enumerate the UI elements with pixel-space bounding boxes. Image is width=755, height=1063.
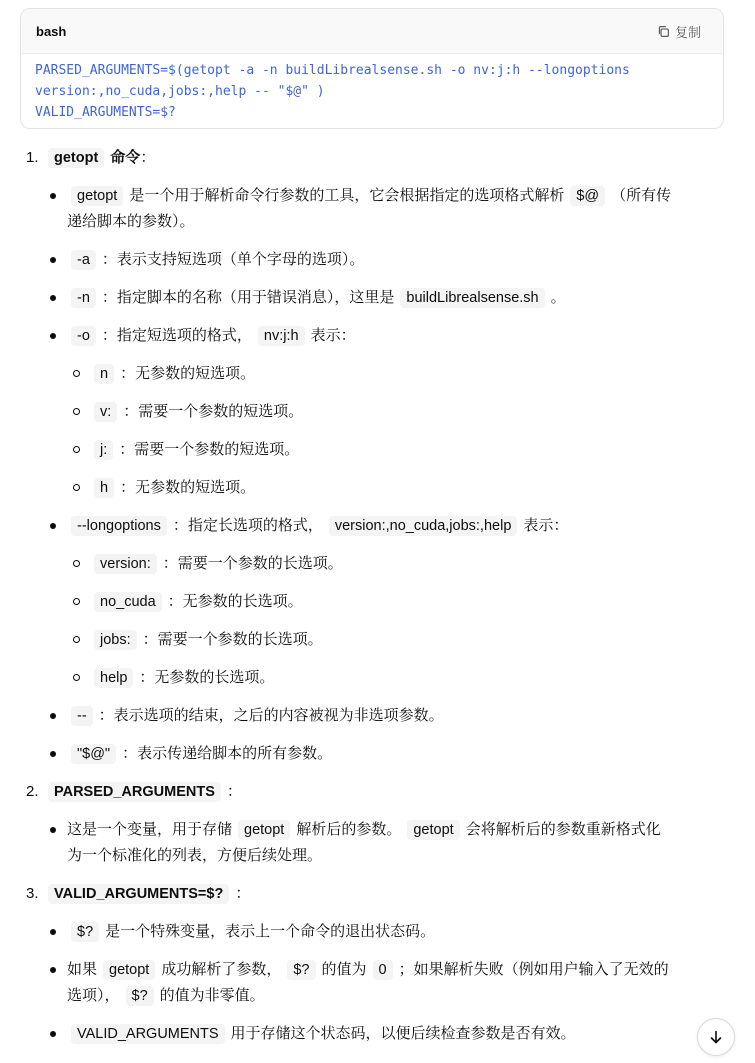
circle-bullet-icon (73, 598, 80, 605)
inline-code: help (94, 668, 133, 688)
bullet-icon (50, 523, 56, 529)
inline-code: -- (71, 706, 93, 726)
inline-code: buildLibrealsense.sh (400, 288, 544, 308)
bullet-icon (50, 713, 56, 719)
circle-bullet-icon (73, 370, 80, 377)
inline-code: -n (71, 288, 96, 308)
inline-code: $? (71, 922, 99, 942)
inline-code: getopt (48, 148, 104, 168)
inline-code: $? (287, 960, 315, 980)
inline-code: getopt (407, 820, 459, 840)
inline-code: "$@" (71, 744, 116, 764)
list-number: 1. (26, 149, 39, 166)
inline-code: getopt (103, 960, 155, 980)
bullet-icon (50, 967, 56, 973)
bullet-icon (50, 295, 56, 301)
bullet-icon (50, 827, 56, 833)
list-number: 3. (26, 885, 39, 902)
circle-bullet-icon (73, 446, 80, 453)
inline-code: $? (126, 986, 154, 1006)
code-language-label: bash (36, 23, 67, 39)
inline-code: version:,no_cuda,jobs:,help (329, 516, 518, 536)
inline-code: nv:j:h (258, 326, 305, 346)
bullet-icon (50, 333, 56, 339)
list-number: 2. (26, 783, 39, 800)
copy-button[interactable] (657, 22, 701, 41)
copy-icon (657, 25, 670, 38)
circle-bullet-icon (73, 636, 80, 643)
bullet-icon (50, 1031, 56, 1037)
circle-bullet-icon (73, 484, 80, 491)
bullet-icon (50, 193, 56, 199)
code-line: version:,no_cuda,jobs:,help -- "$@" ) (35, 84, 325, 99)
circle-bullet-icon (73, 560, 80, 567)
inline-code: j: (94, 440, 113, 460)
code-line: PARSED_ARGUMENTS=$(getopt -a -n buildLibrealsense.sh -o nv:j:h --longoptions (35, 63, 630, 78)
code-block (20, 8, 724, 129)
inline-code: VALID_ARGUMENTS (71, 1024, 225, 1044)
arrow-down-icon (708, 1029, 724, 1045)
bullet-icon (50, 929, 56, 935)
inline-code: v: (94, 402, 117, 422)
copy-label: 复制 (674, 24, 701, 40)
inline-code: getopt (71, 186, 123, 206)
inline-code: -a (71, 250, 96, 270)
inline-code: h (94, 478, 114, 498)
inline-code: n (94, 364, 114, 384)
circle-bullet-icon (73, 674, 80, 681)
inline-code: VALID_ARGUMENTS=$? (48, 884, 229, 904)
code-content (21, 54, 723, 123)
inline-code: version: (94, 554, 157, 574)
scroll-to-bottom-button[interactable] (697, 1018, 735, 1056)
inline-code: $@ (570, 186, 605, 206)
circle-bullet-icon (73, 408, 80, 415)
code-line: VALID_ARGUMENTS=$? (35, 105, 176, 120)
heading-text: 命令 (110, 149, 141, 166)
inline-code: PARSED_ARGUMENTS (48, 782, 221, 802)
inline-code: -o (71, 326, 96, 346)
code-block-header (21, 9, 723, 54)
inline-code: no_cuda (94, 592, 162, 612)
inline-code: getopt (238, 820, 290, 840)
bullet-icon (50, 751, 56, 757)
inline-code: jobs: (94, 630, 137, 650)
inline-code: --longoptions (71, 516, 167, 536)
inline-code: 0 (373, 960, 393, 980)
bullet-icon (50, 257, 56, 263)
